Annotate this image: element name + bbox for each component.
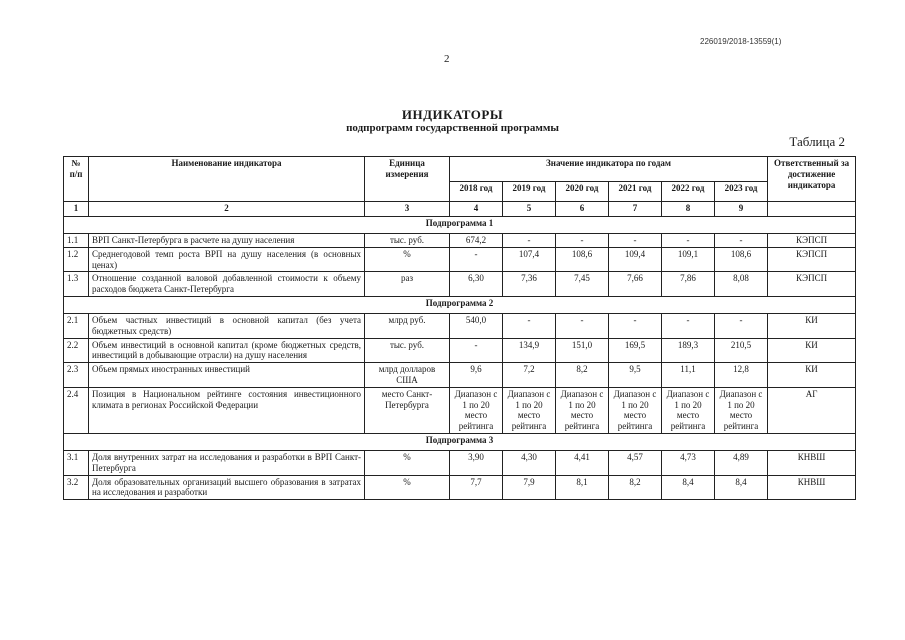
value-cell: 8,2 — [556, 363, 609, 388]
value-cell: 210,5 — [715, 338, 768, 363]
table-row — [64, 234, 856, 248]
value-cell: 8,4 — [715, 475, 768, 500]
responsible-cell: АГ — [768, 387, 856, 433]
value-cell: 3,90 — [450, 450, 503, 475]
value-cell: 8,2 — [609, 475, 662, 500]
value-cell: 8,08 — [715, 272, 768, 297]
section-row — [64, 433, 856, 450]
row-number: 1.2 — [64, 247, 89, 272]
page-number: 2 — [444, 53, 450, 65]
value-cell: Диапазон с 1 по 20 место рейтинга — [450, 387, 503, 433]
responsible-cell: КНВШ — [768, 475, 856, 500]
responsible-cell: КЭПСП — [768, 272, 856, 297]
value-cell: 8,4 — [662, 475, 715, 500]
unit-cell: тыс. руб. — [365, 234, 450, 248]
responsible-cell: КЭПСП — [768, 247, 856, 272]
value-cell: - — [450, 338, 503, 363]
unit-cell: раз — [365, 272, 450, 297]
responsible-cell: КНВШ — [768, 450, 856, 475]
header-unit: Единица измерения — [365, 157, 450, 202]
responsible-cell: КИ — [768, 363, 856, 388]
responsible-cell: КИ — [768, 338, 856, 363]
table-caption: Таблица 2 — [789, 134, 845, 149]
value-cell: 107,4 — [503, 247, 556, 272]
section-row — [64, 217, 856, 234]
value-cell: - — [503, 313, 556, 338]
header-year: 2020 год — [556, 182, 609, 202]
header-name: Наименование индикатора — [89, 157, 365, 202]
value-cell: Диапазон с 1 по 20 место рейтинга — [662, 387, 715, 433]
column-number — [768, 202, 856, 217]
value-cell: - — [556, 234, 609, 248]
value-cell: 109,1 — [662, 247, 715, 272]
value-cell: Диапазон с 1 по 20 место рейтинга — [609, 387, 662, 433]
row-number: 2.1 — [64, 313, 89, 338]
value-cell: 4,57 — [609, 450, 662, 475]
value-cell: 7,66 — [609, 272, 662, 297]
column-number: 7 — [609, 202, 662, 217]
section-title: Подпрограмма 3 — [64, 433, 856, 450]
value-cell: Диапазон с 1 по 20 место рейтинга — [503, 387, 556, 433]
value-cell: - — [715, 313, 768, 338]
value-cell: 9,6 — [450, 363, 503, 388]
header-year: 2018 год — [450, 182, 503, 202]
value-cell: 8,1 — [556, 475, 609, 500]
indicator-name: Позиция в Национальном рейтинге состояния инвестиционного климата в регионах Российской Федерации — [89, 387, 365, 433]
value-cell: 7,7 — [450, 475, 503, 500]
document-title: ИНДИКАТОРЫ — [401, 107, 504, 122]
value-cell: 4,30 — [503, 450, 556, 475]
value-cell: 7,45 — [556, 272, 609, 297]
value-cell: 7,2 — [503, 363, 556, 388]
table-row — [64, 313, 856, 338]
value-cell: 11,1 — [662, 363, 715, 388]
indicator-name: Доля внутренних затрат на исследования и разработки в ВРП Санкт-Петербурга — [89, 450, 365, 475]
indicator-name: Объем инвестиций в основной капитал (кроме бюджетных средств, инвестиций в добывающие отрасли) на душу населения — [89, 338, 365, 363]
value-cell: 134,9 — [503, 338, 556, 363]
value-cell: 4,73 — [662, 450, 715, 475]
row-number: 1.1 — [64, 234, 89, 248]
value-cell: 6,30 — [450, 272, 503, 297]
value-cell: - — [503, 234, 556, 248]
column-number: 8 — [662, 202, 715, 217]
value-cell: - — [609, 234, 662, 248]
value-cell: 108,6 — [556, 247, 609, 272]
value-cell: 7,9 — [503, 475, 556, 500]
responsible-cell: КИ — [768, 313, 856, 338]
value-cell: - — [556, 313, 609, 338]
indicator-name: Объем прямых иностранных инвестиций — [89, 363, 365, 388]
value-cell: 4,41 — [556, 450, 609, 475]
table-row — [64, 363, 856, 388]
header-year: 2021 год — [609, 182, 662, 202]
unit-cell: млрд руб. — [365, 313, 450, 338]
value-cell: - — [715, 234, 768, 248]
value-cell: 7,86 — [662, 272, 715, 297]
document-id: 226019/2018-13559(1) — [700, 37, 782, 46]
table-row — [64, 450, 856, 475]
section-title: Подпрограмма 2 — [64, 296, 856, 313]
responsible-cell: КЭПСП — [768, 234, 856, 248]
header-num: № п/п — [64, 157, 89, 202]
column-number: 9 — [715, 202, 768, 217]
column-number: 2 — [89, 202, 365, 217]
unit-cell: тыс. руб. — [365, 338, 450, 363]
value-cell: 189,3 — [662, 338, 715, 363]
unit-cell: % — [365, 475, 450, 500]
column-number: 1 — [64, 202, 89, 217]
unit-cell: % — [365, 247, 450, 272]
document-subtitle: подпрограмм государственной программы — [346, 122, 559, 134]
value-cell: - — [662, 313, 715, 338]
indicator-name: Среднегодовой темп роста ВРП на душу населения (в основных ценах) — [89, 247, 365, 272]
indicator-name: Объем частных инвестиций в основной капитал (без учета бюджетных средств) — [89, 313, 365, 338]
row-number: 2.4 — [64, 387, 89, 433]
value-cell: - — [662, 234, 715, 248]
value-cell: 109,4 — [609, 247, 662, 272]
indicator-name: Доля образовательных организаций высшего образования в затратах на исследования и разработки — [89, 475, 365, 500]
column-number: 5 — [503, 202, 556, 217]
header-year: 2022 год — [662, 182, 715, 202]
value-cell: - — [609, 313, 662, 338]
header-year: 2023 год — [715, 182, 768, 202]
row-number: 3.1 — [64, 450, 89, 475]
column-number: 3 — [365, 202, 450, 217]
column-numbers-row — [64, 202, 856, 217]
unit-cell: млрд долларов США — [365, 363, 450, 388]
section-row — [64, 296, 856, 313]
column-number: 4 — [450, 202, 503, 217]
table-row — [64, 247, 856, 272]
row-number: 2.2 — [64, 338, 89, 363]
value-cell: Диапазон с 1 по 20 место рейтинга — [715, 387, 768, 433]
unit-cell: место Санкт-Петербурга — [365, 387, 450, 433]
value-cell: 540,0 — [450, 313, 503, 338]
table-row — [64, 475, 856, 500]
column-number: 6 — [556, 202, 609, 217]
value-cell: 151,0 — [556, 338, 609, 363]
value-cell: Диапазон с 1 по 20 место рейтинга — [556, 387, 609, 433]
value-cell: - — [450, 247, 503, 272]
row-number: 3.2 — [64, 475, 89, 500]
value-cell: 12,8 — [715, 363, 768, 388]
table-row — [64, 272, 856, 297]
indicator-name: Отношение созданной валовой добавленной стоимости к объему расходов бюджета Санкт-Петербурга — [89, 272, 365, 297]
header-year: 2019 год — [503, 182, 556, 202]
value-cell: 674,2 — [450, 234, 503, 248]
value-cell: 169,5 — [609, 338, 662, 363]
value-cell: 108,6 — [715, 247, 768, 272]
table-row — [64, 338, 856, 363]
table-row — [64, 387, 856, 433]
value-cell: 9,5 — [609, 363, 662, 388]
unit-cell: % — [365, 450, 450, 475]
row-number: 2.3 — [64, 363, 89, 388]
header-responsible: Ответственный за достижение индикатора — [768, 157, 856, 202]
value-cell: 4,89 — [715, 450, 768, 475]
row-number: 1.3 — [64, 272, 89, 297]
indicator-name: ВРП Санкт-Петербурга в расчете на душу населения — [89, 234, 365, 248]
section-title: Подпрограмма 1 — [64, 217, 856, 234]
header-values-group: Значение индикатора по годам — [450, 157, 768, 182]
value-cell: 7,36 — [503, 272, 556, 297]
indicators-table — [63, 156, 856, 500]
